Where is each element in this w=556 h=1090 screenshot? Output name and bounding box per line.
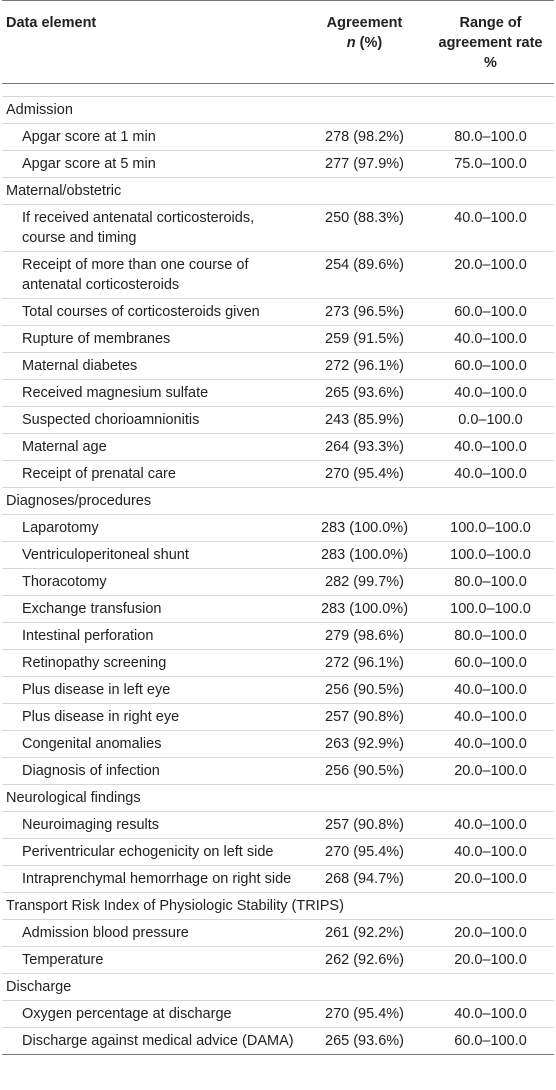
section-title: Discharge [2,974,554,1001]
data-element-cell: Intraprenchymal hemorrhage on right side [2,866,302,893]
table-row [2,758,554,785]
agreement-cell: 263 (92.9%) [302,731,427,758]
section-row [2,893,554,920]
data-element-cell: Receipt of more than one course of antenatal corticosteroids [2,252,302,299]
agreement-cell: 279 (98.6%) [302,623,427,650]
agreement-cell: 268 (94.7%) [302,866,427,893]
header-range-line2: agreement rate [438,35,543,51]
table-row [2,124,554,151]
range-cell: 80.0–100.0 [427,623,554,650]
section-row [2,785,554,812]
data-element-cell: Ventriculoperitoneal shunt [2,542,302,569]
data-agreement-table [2,0,554,1055]
table-row [2,542,554,569]
header-range [427,1,554,84]
section-row [2,974,554,1001]
data-element-cell: Thoracotomy [2,569,302,596]
header-agreement-n: n [346,35,356,51]
data-element-cell: Plus disease in right eye [2,704,302,731]
data-element-cell: Apgar score at 5 min [2,151,302,178]
agreement-cell: 254 (89.6%) [302,252,427,299]
range-cell: 40.0–100.0 [427,839,554,866]
range-cell: 60.0–100.0 [427,1028,554,1055]
agreement-cell: 264 (93.3%) [302,434,427,461]
section-title: Maternal/obstetric [2,178,554,205]
agreement-cell: 261 (92.2%) [302,920,427,947]
range-cell: 40.0–100.0 [427,812,554,839]
data-element-cell: Intestinal perforation [2,623,302,650]
table-row [2,461,554,488]
data-element-cell: Maternal diabetes [2,353,302,380]
range-cell: 40.0–100.0 [427,704,554,731]
agreement-cell: 256 (90.5%) [302,677,427,704]
range-cell: 60.0–100.0 [427,353,554,380]
table-row [2,947,554,974]
data-element-cell: Retinopathy screening [2,650,302,677]
data-element-cell: Plus disease in left eye [2,677,302,704]
data-element-cell: Diagnosis of infection [2,758,302,785]
table-row [2,326,554,353]
agreement-cell: 272 (96.1%) [302,353,427,380]
range-cell: 100.0–100.0 [427,596,554,623]
data-element-cell: Apgar score at 1 min [2,124,302,151]
table-header [2,1,554,84]
range-cell: 40.0–100.0 [427,677,554,704]
range-cell: 100.0–100.0 [427,515,554,542]
agreement-cell: 265 (93.6%) [302,1028,427,1055]
agreement-cell: 283 (100.0%) [302,596,427,623]
table-row [2,812,554,839]
data-element-cell: Laparotomy [2,515,302,542]
agreement-cell: 270 (95.4%) [302,839,427,866]
data-element-cell: Receipt of prenatal care [2,461,302,488]
agreement-cell: 270 (95.4%) [302,461,427,488]
table-row [2,1001,554,1028]
range-cell: 40.0–100.0 [427,380,554,407]
data-element-cell: Temperature [2,947,302,974]
data-element-cell: Neuroimaging results [2,812,302,839]
agreement-cell: 272 (96.1%) [302,650,427,677]
range-cell: 20.0–100.0 [427,252,554,299]
table-row [2,434,554,461]
table-row [2,299,554,326]
table-row [2,920,554,947]
agreement-cell: 273 (96.5%) [302,299,427,326]
header-range-line1: Range of [459,15,522,31]
data-element-cell: Congenital anomalies [2,731,302,758]
agreement-cell: 278 (98.2%) [302,124,427,151]
range-cell: 40.0–100.0 [427,205,554,252]
header-agreement-line1: Agreement [326,15,403,31]
agreement-cell: 257 (90.8%) [302,704,427,731]
table-row [2,839,554,866]
data-element-cell: Periventricular echogenicity on left side [2,839,302,866]
section-title: Admission [2,97,554,124]
data-element-cell: Total courses of corticosteroids given [2,299,302,326]
header-range-line3: % [484,55,497,71]
range-cell: 40.0–100.0 [427,326,554,353]
agreement-cell: 265 (93.6%) [302,380,427,407]
agreement-cell: 243 (85.9%) [302,407,427,434]
table-row [2,596,554,623]
range-cell: 20.0–100.0 [427,947,554,974]
range-cell: 60.0–100.0 [427,650,554,677]
table-row [2,1028,554,1055]
header-data-element [2,1,302,84]
section-row [2,178,554,205]
agreement-cell: 270 (95.4%) [302,1001,427,1028]
agreement-cell: 282 (99.7%) [302,569,427,596]
table-row [2,380,554,407]
range-cell: 20.0–100.0 [427,866,554,893]
table-row [2,407,554,434]
range-cell: 40.0–100.0 [427,461,554,488]
header-spacer-row [2,84,554,97]
header-data-element-label: Data element [6,15,97,31]
data-element-cell: Received magnesium sulfate [2,380,302,407]
data-element-cell: Admission blood pressure [2,920,302,947]
table-row [2,151,554,178]
range-cell: 100.0–100.0 [427,542,554,569]
agreement-cell: 259 (91.5%) [302,326,427,353]
data-element-cell: Suspected chorioamnionitis [2,407,302,434]
range-cell: 40.0–100.0 [427,1001,554,1028]
table-row [2,569,554,596]
table-body [2,84,554,1055]
section-row [2,488,554,515]
table-row [2,623,554,650]
table-row [2,677,554,704]
data-element-cell: Exchange transfusion [2,596,302,623]
header-row [2,1,554,84]
range-cell: 20.0–100.0 [427,758,554,785]
data-element-cell: Discharge against medical advice (DAMA) [2,1028,302,1055]
range-cell: 40.0–100.0 [427,434,554,461]
spacer-cell [2,84,554,97]
agreement-cell: 283 (100.0%) [302,542,427,569]
section-title: Diagnoses/procedures [2,488,554,515]
agreement-cell: 277 (97.9%) [302,151,427,178]
table-row [2,252,554,299]
table-row [2,205,554,252]
header-agreement-pct: (%) [355,35,383,51]
table-row [2,704,554,731]
table-row [2,650,554,677]
data-element-cell: Rupture of membranes [2,326,302,353]
section-title: Transport Risk Index of Physiologic Stability (TRIPS) [2,893,554,920]
agreement-cell: 250 (88.3%) [302,205,427,252]
section-title: Neurological findings [2,785,554,812]
range-cell: 80.0–100.0 [427,124,554,151]
data-element-cell: Oxygen percentage at discharge [2,1001,302,1028]
range-cell: 0.0–100.0 [427,407,554,434]
table-row [2,731,554,758]
header-agreement [302,1,427,84]
table-row [2,866,554,893]
range-cell: 75.0–100.0 [427,151,554,178]
section-row [2,97,554,124]
range-cell: 20.0–100.0 [427,920,554,947]
data-element-cell: Maternal age [2,434,302,461]
table-row [2,353,554,380]
agreement-cell: 262 (92.6%) [302,947,427,974]
table-row [2,515,554,542]
agreement-cell: 257 (90.8%) [302,812,427,839]
range-cell: 40.0–100.0 [427,731,554,758]
agreement-cell: 256 (90.5%) [302,758,427,785]
range-cell: 60.0–100.0 [427,299,554,326]
data-element-cell: If received antenatal corticosteroids, course and timing [2,205,302,252]
range-cell: 80.0–100.0 [427,569,554,596]
agreement-cell: 283 (100.0%) [302,515,427,542]
